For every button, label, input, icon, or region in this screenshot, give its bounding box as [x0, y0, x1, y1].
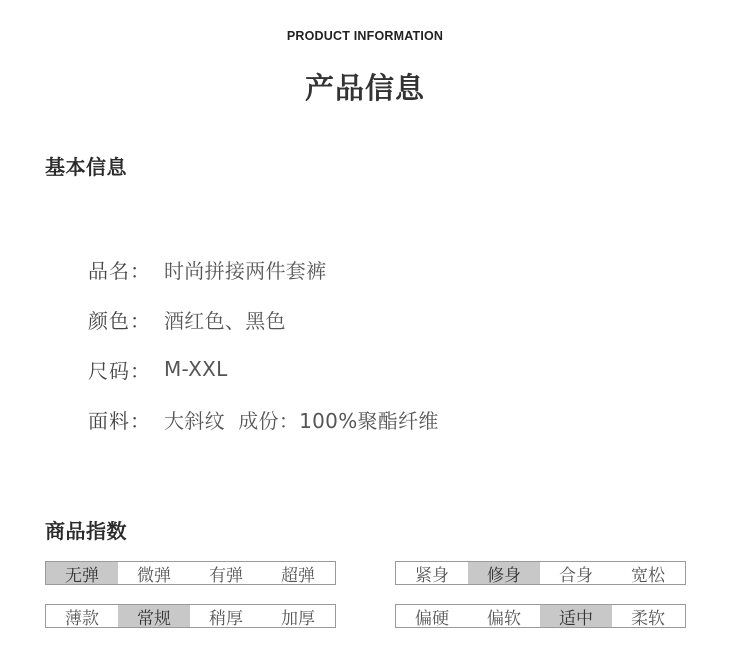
index-option-selected: 修身: [468, 562, 540, 584]
info-label: 品名：: [88, 258, 151, 283]
index-option: 稍厚: [209, 608, 243, 629]
info-value: 酒红色、黑色: [164, 308, 286, 333]
index-option: 偏硬: [415, 608, 449, 629]
info-value: M-XXL: [164, 357, 228, 381]
index-option-selected: 常规: [118, 605, 190, 627]
index-option: 加厚: [281, 608, 315, 629]
info-value: 大斜纹 成份：100%聚酯纤维: [164, 408, 439, 433]
product-info-title: 产品信息: [304, 71, 425, 105]
index-option: 宽松: [631, 565, 665, 586]
product-index-heading: 商品指数: [45, 519, 127, 543]
basic-info-heading: 基本信息: [45, 155, 127, 179]
info-row-name: [88, 244, 439, 294]
basic-info-list: [88, 244, 439, 444]
info-row-color: [88, 294, 439, 344]
index-option: 柔软: [631, 608, 665, 629]
info-label: 面料：: [88, 408, 151, 433]
index-bar-softness: [395, 604, 686, 628]
index-bar-fit: [395, 561, 686, 585]
index-bar-thickness: [45, 604, 336, 628]
index-option: 合身: [559, 565, 593, 586]
info-label: 颜色：: [88, 308, 151, 333]
index-option: 超弹: [281, 565, 315, 586]
index-option: 薄款: [65, 608, 99, 629]
info-label: 尺码：: [88, 358, 151, 383]
index-option: 偏软: [487, 608, 521, 629]
index-option-selected: 适中: [540, 605, 612, 627]
info-row-fabric: [88, 394, 439, 444]
info-row-size: [88, 344, 439, 394]
info-value: 时尚拼接两件套裤: [164, 258, 327, 283]
index-bar-elasticity: [45, 561, 336, 585]
product-info-subtitle: PRODUCT INFORMATION: [286, 29, 444, 43]
index-option: 有弹: [209, 565, 243, 586]
index-option: 紧身: [415, 565, 449, 586]
index-option: 微弹: [137, 565, 171, 586]
index-option-selected: 无弹: [46, 562, 118, 584]
